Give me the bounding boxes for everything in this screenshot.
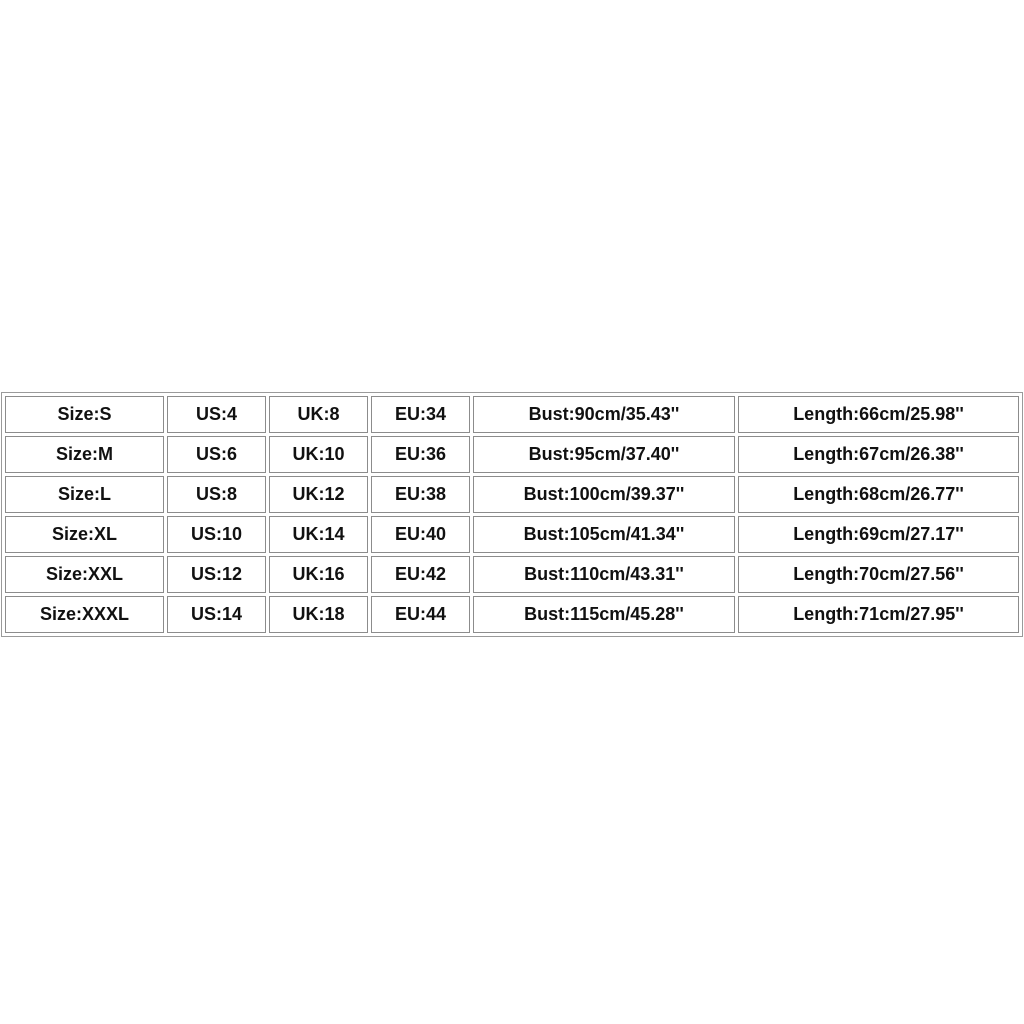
table-row — [5, 396, 1019, 433]
size-cell: Size:L — [5, 476, 164, 513]
size-chart-table — [1, 392, 1023, 637]
bust-cell: Bust:110cm/43.31'' — [473, 556, 735, 593]
uk-size-cell: UK:12 — [269, 476, 368, 513]
uk-size-cell: UK:18 — [269, 596, 368, 633]
table-row — [5, 596, 1019, 633]
size-cell: Size:XXXL — [5, 596, 164, 633]
size-cell: Size:XL — [5, 516, 164, 553]
length-cell: Length:69cm/27.17'' — [738, 516, 1019, 553]
eu-size-cell: EU:42 — [371, 556, 470, 593]
table-row — [5, 476, 1019, 513]
uk-size-cell: UK:10 — [269, 436, 368, 473]
length-cell: Length:67cm/26.38'' — [738, 436, 1019, 473]
length-cell: Length:68cm/26.77'' — [738, 476, 1019, 513]
table-row — [5, 516, 1019, 553]
bust-cell: Bust:95cm/37.40'' — [473, 436, 735, 473]
us-size-cell: US:14 — [167, 596, 266, 633]
table-row — [5, 556, 1019, 593]
length-cell: Length:71cm/27.95'' — [738, 596, 1019, 633]
us-size-cell: US:4 — [167, 396, 266, 433]
size-cell: Size:M — [5, 436, 164, 473]
bust-cell: Bust:90cm/35.43'' — [473, 396, 735, 433]
eu-size-cell: EU:34 — [371, 396, 470, 433]
us-size-cell: US:6 — [167, 436, 266, 473]
us-size-cell: US:12 — [167, 556, 266, 593]
eu-size-cell: EU:44 — [371, 596, 470, 633]
bust-cell: Bust:100cm/39.37'' — [473, 476, 735, 513]
us-size-cell: US:10 — [167, 516, 266, 553]
table-row — [5, 436, 1019, 473]
eu-size-cell: EU:36 — [371, 436, 470, 473]
length-cell: Length:70cm/27.56'' — [738, 556, 1019, 593]
eu-size-cell: EU:38 — [371, 476, 470, 513]
uk-size-cell: UK:16 — [269, 556, 368, 593]
bust-cell: Bust:105cm/41.34'' — [473, 516, 735, 553]
size-cell: Size:XXL — [5, 556, 164, 593]
uk-size-cell: UK:14 — [269, 516, 368, 553]
size-cell: Size:S — [5, 396, 164, 433]
uk-size-cell: UK:8 — [269, 396, 368, 433]
eu-size-cell: EU:40 — [371, 516, 470, 553]
bust-cell: Bust:115cm/45.28'' — [473, 596, 735, 633]
us-size-cell: US:8 — [167, 476, 266, 513]
length-cell: Length:66cm/25.98'' — [738, 396, 1019, 433]
